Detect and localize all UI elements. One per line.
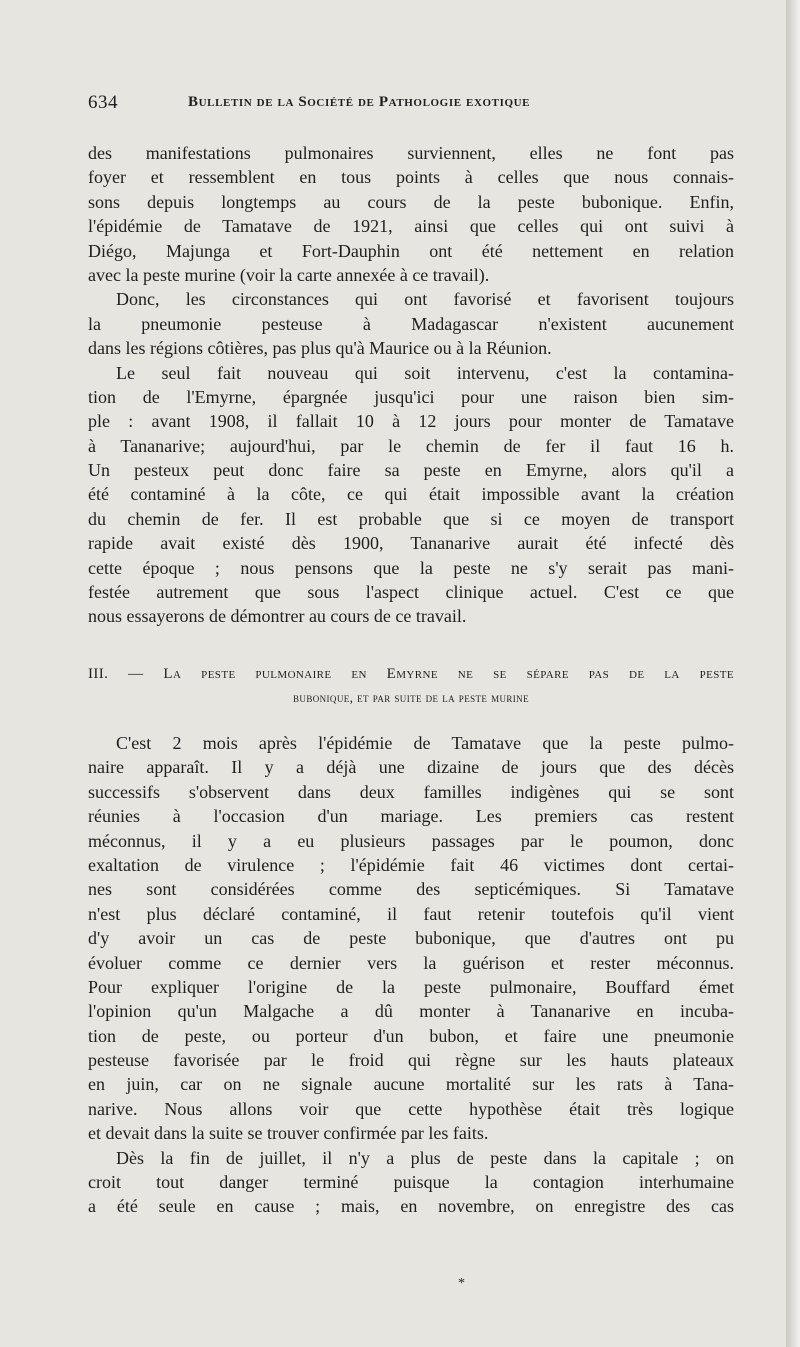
page-number: 634 <box>88 92 118 113</box>
text-line: nous essayerons de démontrer au cours de ce travail. <box>88 606 467 627</box>
body-text-top <box>88 141 734 629</box>
footer-mark: * <box>458 1276 465 1291</box>
text-line: successifs s'observent dans deux familles indigènes qui se sont <box>88 781 734 802</box>
text-line: a été seule en cause ; mais, en novembre, on enregistre des cas <box>88 1196 734 1217</box>
text-line: et devait dans la suite se trouver confirmée par les faits. <box>88 1123 489 1144</box>
text-line: l'épidémie de Tamatave de 1921, ainsi que celles qui ont suivi à <box>88 216 734 237</box>
text-line: la pneumonie pesteuse à Madagascar n'existent aucunement <box>88 313 734 334</box>
paragraph <box>88 361 734 629</box>
text-line: nes sont considérées comme des septicémiques. Si Tamatave <box>88 879 734 900</box>
text-line: du chemin de fer. Il est probable que si ce moyen de transport <box>88 508 734 529</box>
text-line: avec la peste murine (voir la carte annexée à ce travail). <box>88 264 490 285</box>
paragraph <box>88 287 734 360</box>
paragraph <box>88 1146 734 1219</box>
text-line: narive. Nous allons voir que cette hypothèse était très logique <box>88 1098 734 1119</box>
text-line: Pour expliquer l'origine de la peste pulmonaire, Bouffard émet <box>88 976 734 997</box>
text-line: Diégo, Majunga et Fort-Dauphin ont été nettement en relation <box>88 240 734 261</box>
text-line: tion de l'Emyrne, épargnée jusqu'ici pour une raison bien sim- <box>88 386 734 407</box>
section-heading <box>88 662 734 710</box>
text-line: évoluer comme ce dernier vers la guérison et rester méconnus. <box>88 952 734 973</box>
text-line: tion de peste, ou porteur d'un bubon, et faire une pneumonie <box>88 1025 734 1046</box>
body-text-bottom <box>88 731 734 1219</box>
section-heading-line-1: III. — La peste pulmonaire en Emyrne ne se sépare pas de la peste <box>88 666 734 682</box>
text-line: cette époque ; nous pensons que la peste ne s'y serait pas mani- <box>88 557 734 578</box>
text-line: Un pesteux peut donc faire sa peste en Emyrne, alors qu'il a <box>88 460 734 481</box>
text-line: foyer et ressemblent en tous points à celles que nous connais- <box>88 167 734 188</box>
paragraph <box>88 141 734 287</box>
text-line: des manifestations pulmonaires surviennent, elles ne font pas <box>88 143 734 163</box>
page-edge <box>786 0 800 1347</box>
text-line: l'opinion qu'un Malgache a dû monter à Tananarive en incuba- <box>88 1001 734 1022</box>
text-line: ple : avant 1908, il fallait 10 à 12 jours pour monter de Tamatave <box>88 411 734 432</box>
text-line: pesteuse favorisée par le froid qui règne sur les hauts plateaux <box>88 1050 734 1071</box>
text-line: C'est 2 mois après l'épidémie de Tamatave que la peste pulmo- <box>116 733 734 753</box>
text-line: d'y avoir un cas de peste bubonique, que d'autres ont pu <box>88 928 734 949</box>
text-line: sons depuis longtemps au cours de la peste bubonique. Enfin, <box>88 191 734 212</box>
text-line: rapide avait existé dès 1900, Tananarive aurait été infecté dès <box>88 533 734 554</box>
text-line: en juin, car on ne signale aucune mortalité sur les rats à Tana- <box>88 1074 734 1095</box>
paragraph <box>88 731 734 1146</box>
text-line: n'est plus déclaré contaminé, il faut retenir toutefois qu'il vient <box>88 903 734 924</box>
text-line: exaltation de virulence ; l'épidémie fait 46 victimes dont certai- <box>88 854 734 875</box>
text-line: réunies à l'occasion d'un mariage. Les premiers cas restent <box>88 806 734 827</box>
running-title: Bulletin de la Société de Pathologie exotique <box>188 94 531 110</box>
text-line: été contaminé à la côte, ce qui était impossible avant la création <box>88 484 734 505</box>
page-header <box>88 92 738 116</box>
text-line: méconnus, il y a eu plusieurs passages par le poumon, donc <box>88 830 734 851</box>
text-line: dans les régions côtières, pas plus qu'à Maurice ou à la Réunion. <box>88 338 552 359</box>
text-line: Le seul fait nouveau qui soit intervenu, c'est la contamina- <box>116 362 734 383</box>
section-heading-line-2: bubonique, et par suite de la peste murine <box>293 690 529 705</box>
text-line: naire apparaît. Il y a déjà une dizaine de jours que des décès <box>88 757 734 778</box>
text-line: à Tananarive; aujourd'hui, par le chemin de fer il faut 16 h. <box>88 435 734 456</box>
text-line: Donc, les circonstances qui ont favorisé et favorisent toujours <box>116 289 734 310</box>
text-line: croit tout danger terminé puisque la contagion interhumaine <box>88 1172 734 1193</box>
text-line: Dès la fin de juillet, il n'y a plus de peste dans la capitale ; on <box>116 1147 734 1168</box>
text-line: festée autrement que sous l'aspect clinique actuel. C'est ce que <box>88 582 734 603</box>
